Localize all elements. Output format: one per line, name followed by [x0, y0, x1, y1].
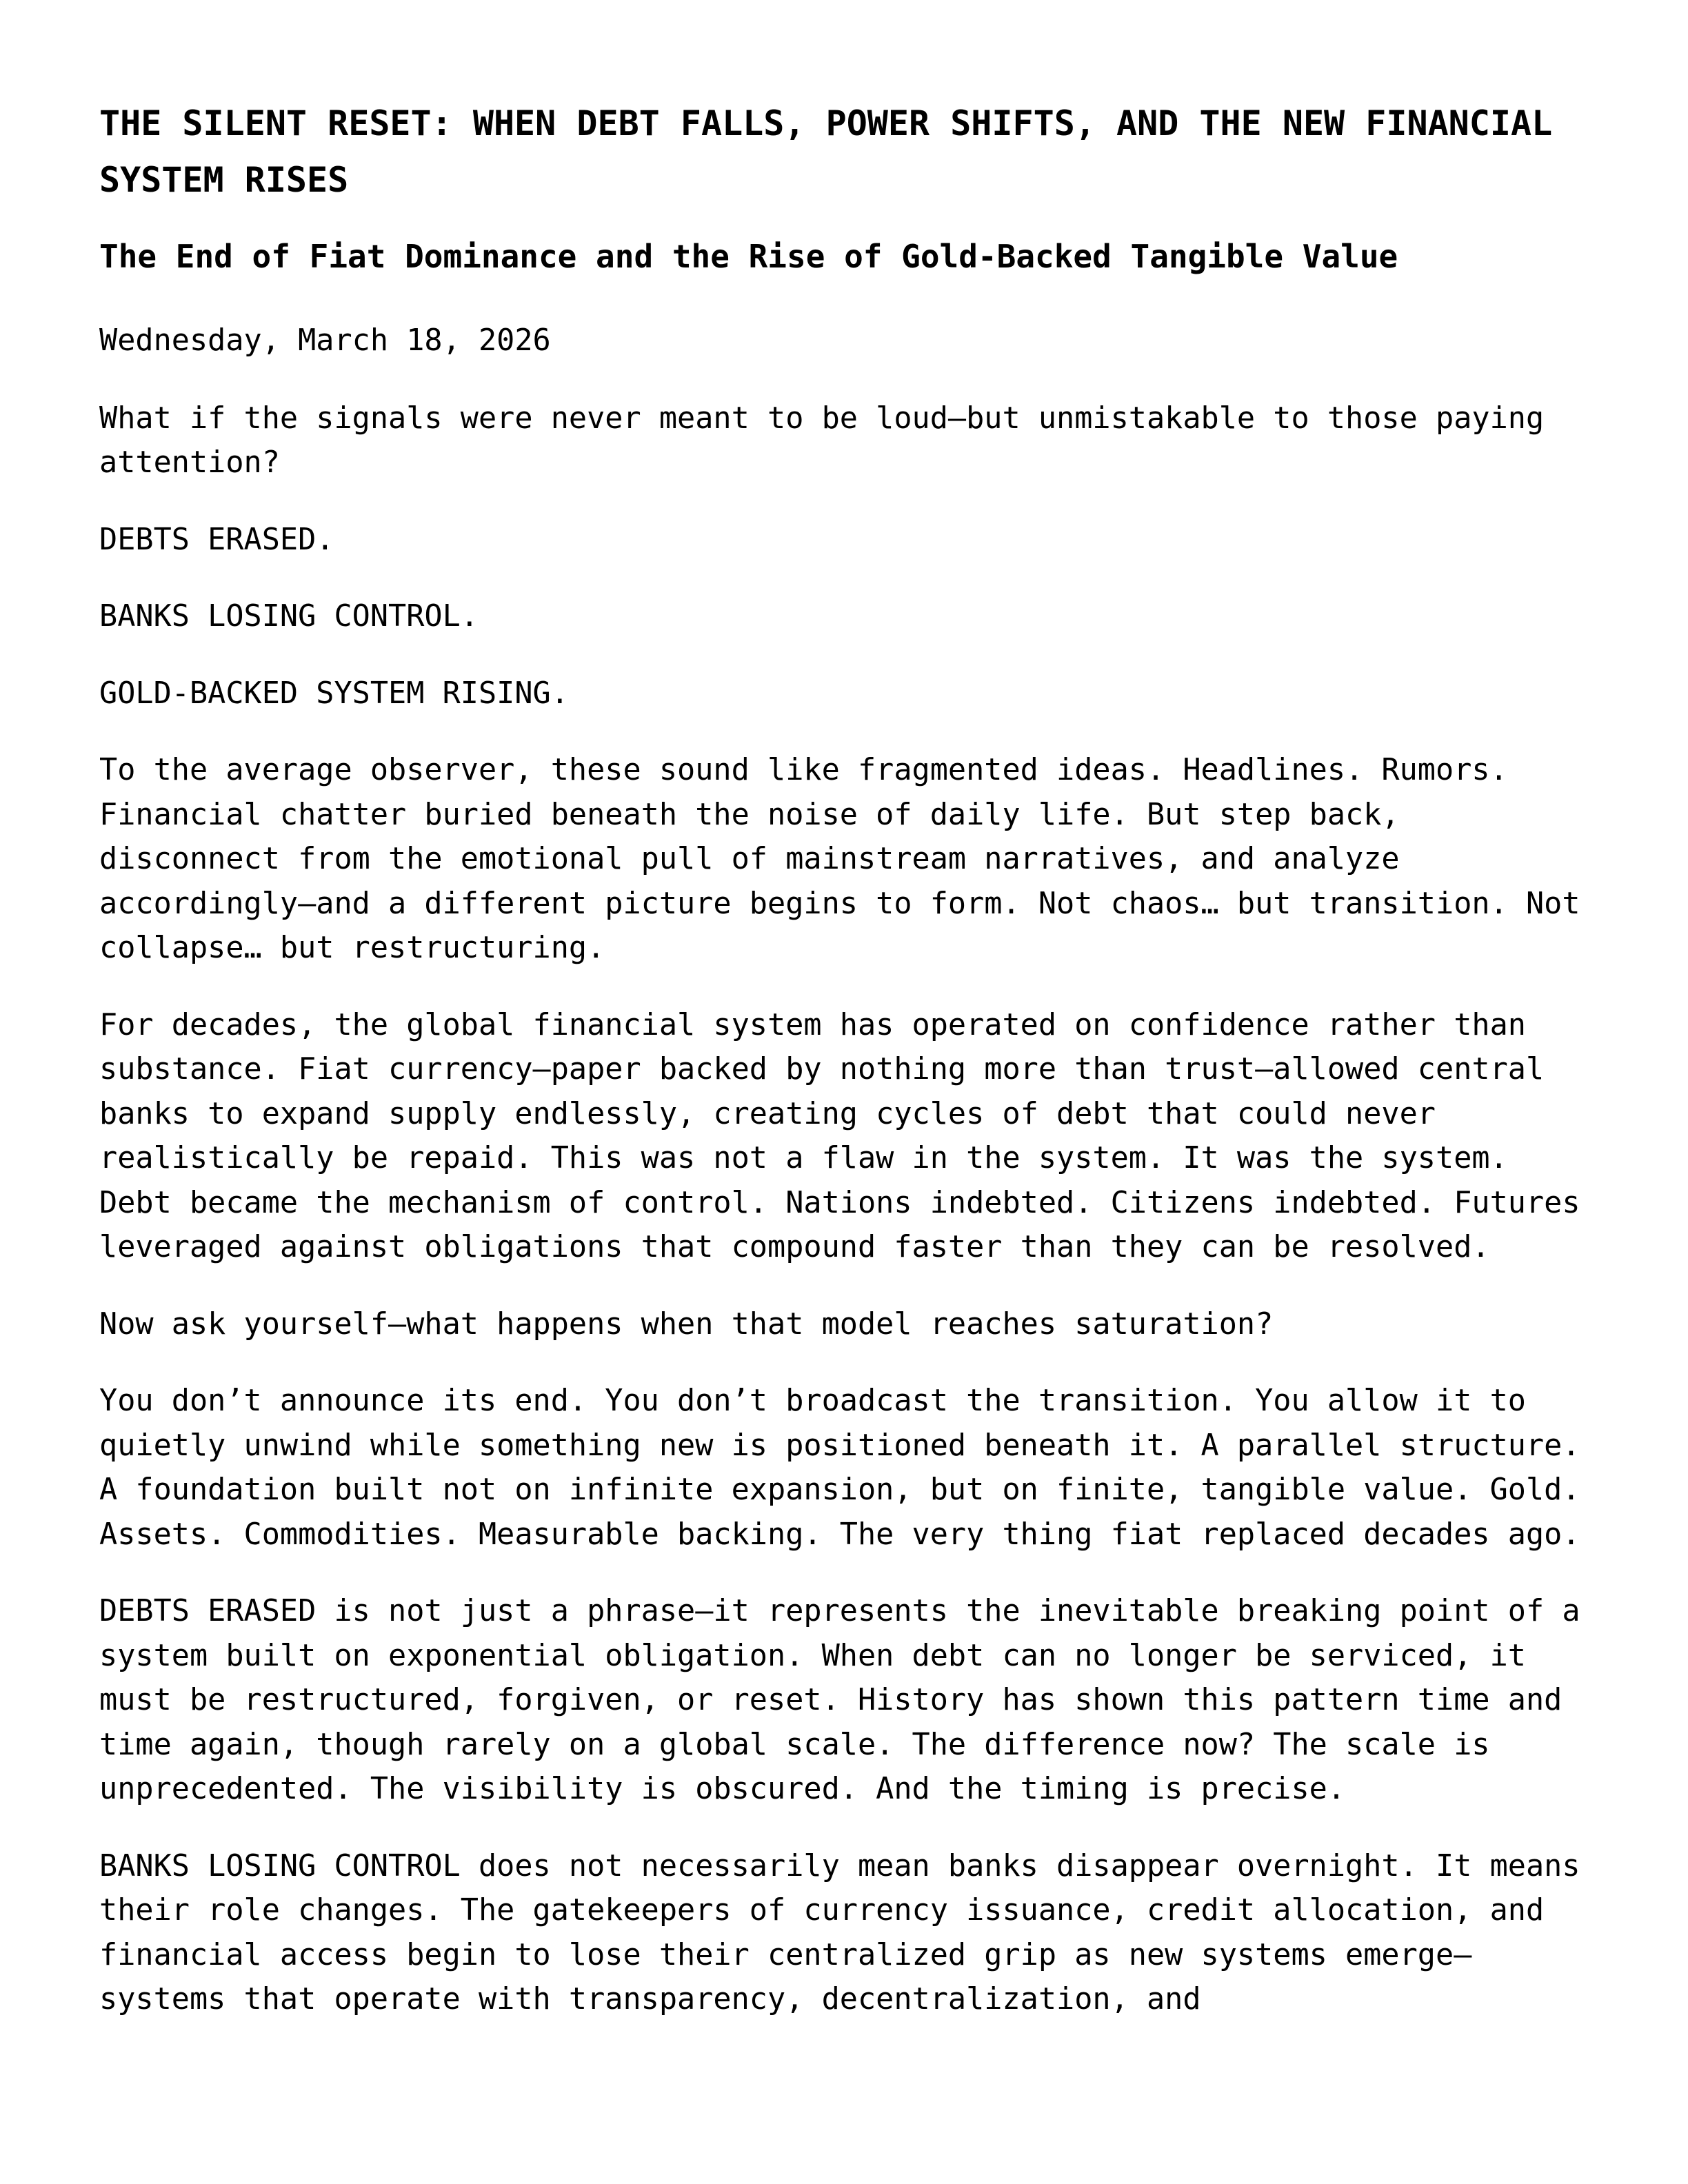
- paragraph-saturation-question: Now ask yourself—what happens when that model reaches saturation?: [99, 1306, 1274, 1342]
- paragraph-banks-losing-control: BANKS LOSING CONTROL.: [99, 599, 479, 634]
- paragraph-gold-backed-rising: GOLD-BACKED SYSTEM RISING.: [99, 676, 569, 711]
- paragraph-debts-erased: DEBTS ERASED.: [99, 522, 334, 557]
- paragraph-quiet-unwind: You don’t announce its end. You don’t broadcast the transition. You allow it to quietly unwind while something new is positioned beneath it. A parallel structure. A foundation built not on infinite expansion, but on finite, tangible value. Gold. Assets. Commodities. Measurable backing. The very thing fiat replaced decades ago.: [99, 1384, 1580, 1552]
- document-title: THE SILENT RESET: WHEN DEBT FALLS, POWER SHIFTS, AND THE NEW FINANCIAL SYSTEM RISES: [99, 103, 1553, 200]
- paragraph-fiat-decades: For decades, the global financial system has operated on confidence rather than substance. Fiat currency—paper backed by nothing more than trust—allowed central banks to expand supply endlessly, creating cycles of debt that could never realistically be repaid. This was not a flaw in the system. It was the system. Debt became the mechanism of control. Nations indebted. Citizens indebted. Futures leveraged against obligations that compound faster than they can be resolved.: [99, 1007, 1580, 1264]
- document-subtitle: The End of Fiat Dominance and the Rise of Gold-Backed Tangible Value: [99, 238, 1398, 275]
- paragraph-banks-role-changes: BANKS LOSING CONTROL does not necessarily mean banks disappear overnight. It means their role changes. The gatekeepers of currency issuance, credit allocation, and financial access begin to lose their centralized grip as new systems emerge—systems that operate with transparency, decentralization, and: [99, 1848, 1580, 2016]
- publication-date: Wednesday, March 18, 2026: [99, 323, 551, 358]
- document-page: [99, 95, 1589, 2054]
- paragraph-intro-question: What if the signals were never meant to be loud—but unmistakable to those paying attention?: [99, 401, 1545, 480]
- paragraph-debts-erased-explained: DEBTS ERASED is not just a phrase—it represents the inevitable breaking point of a system built on exponential obligation. When debt can no longer be serviced, it must be restructured, forgiven, or reset. History has shown this pattern time and time again, though rarely on a global scale. The difference now? The scale is unprecedented. The visibility is obscured. And the timing is precise.: [99, 1594, 1580, 1806]
- paragraph-average-observer: To the average observer, these sound like fragmented ideas. Headlines. Rumors. Financial chatter buried beneath the noise of daily life. But step back, disconnect from the emotional pull of mainstream narratives, and analyze accordingly—and a different picture begins to form. Not chaos… but transition. Not collapse… but restructuring.: [99, 753, 1580, 965]
